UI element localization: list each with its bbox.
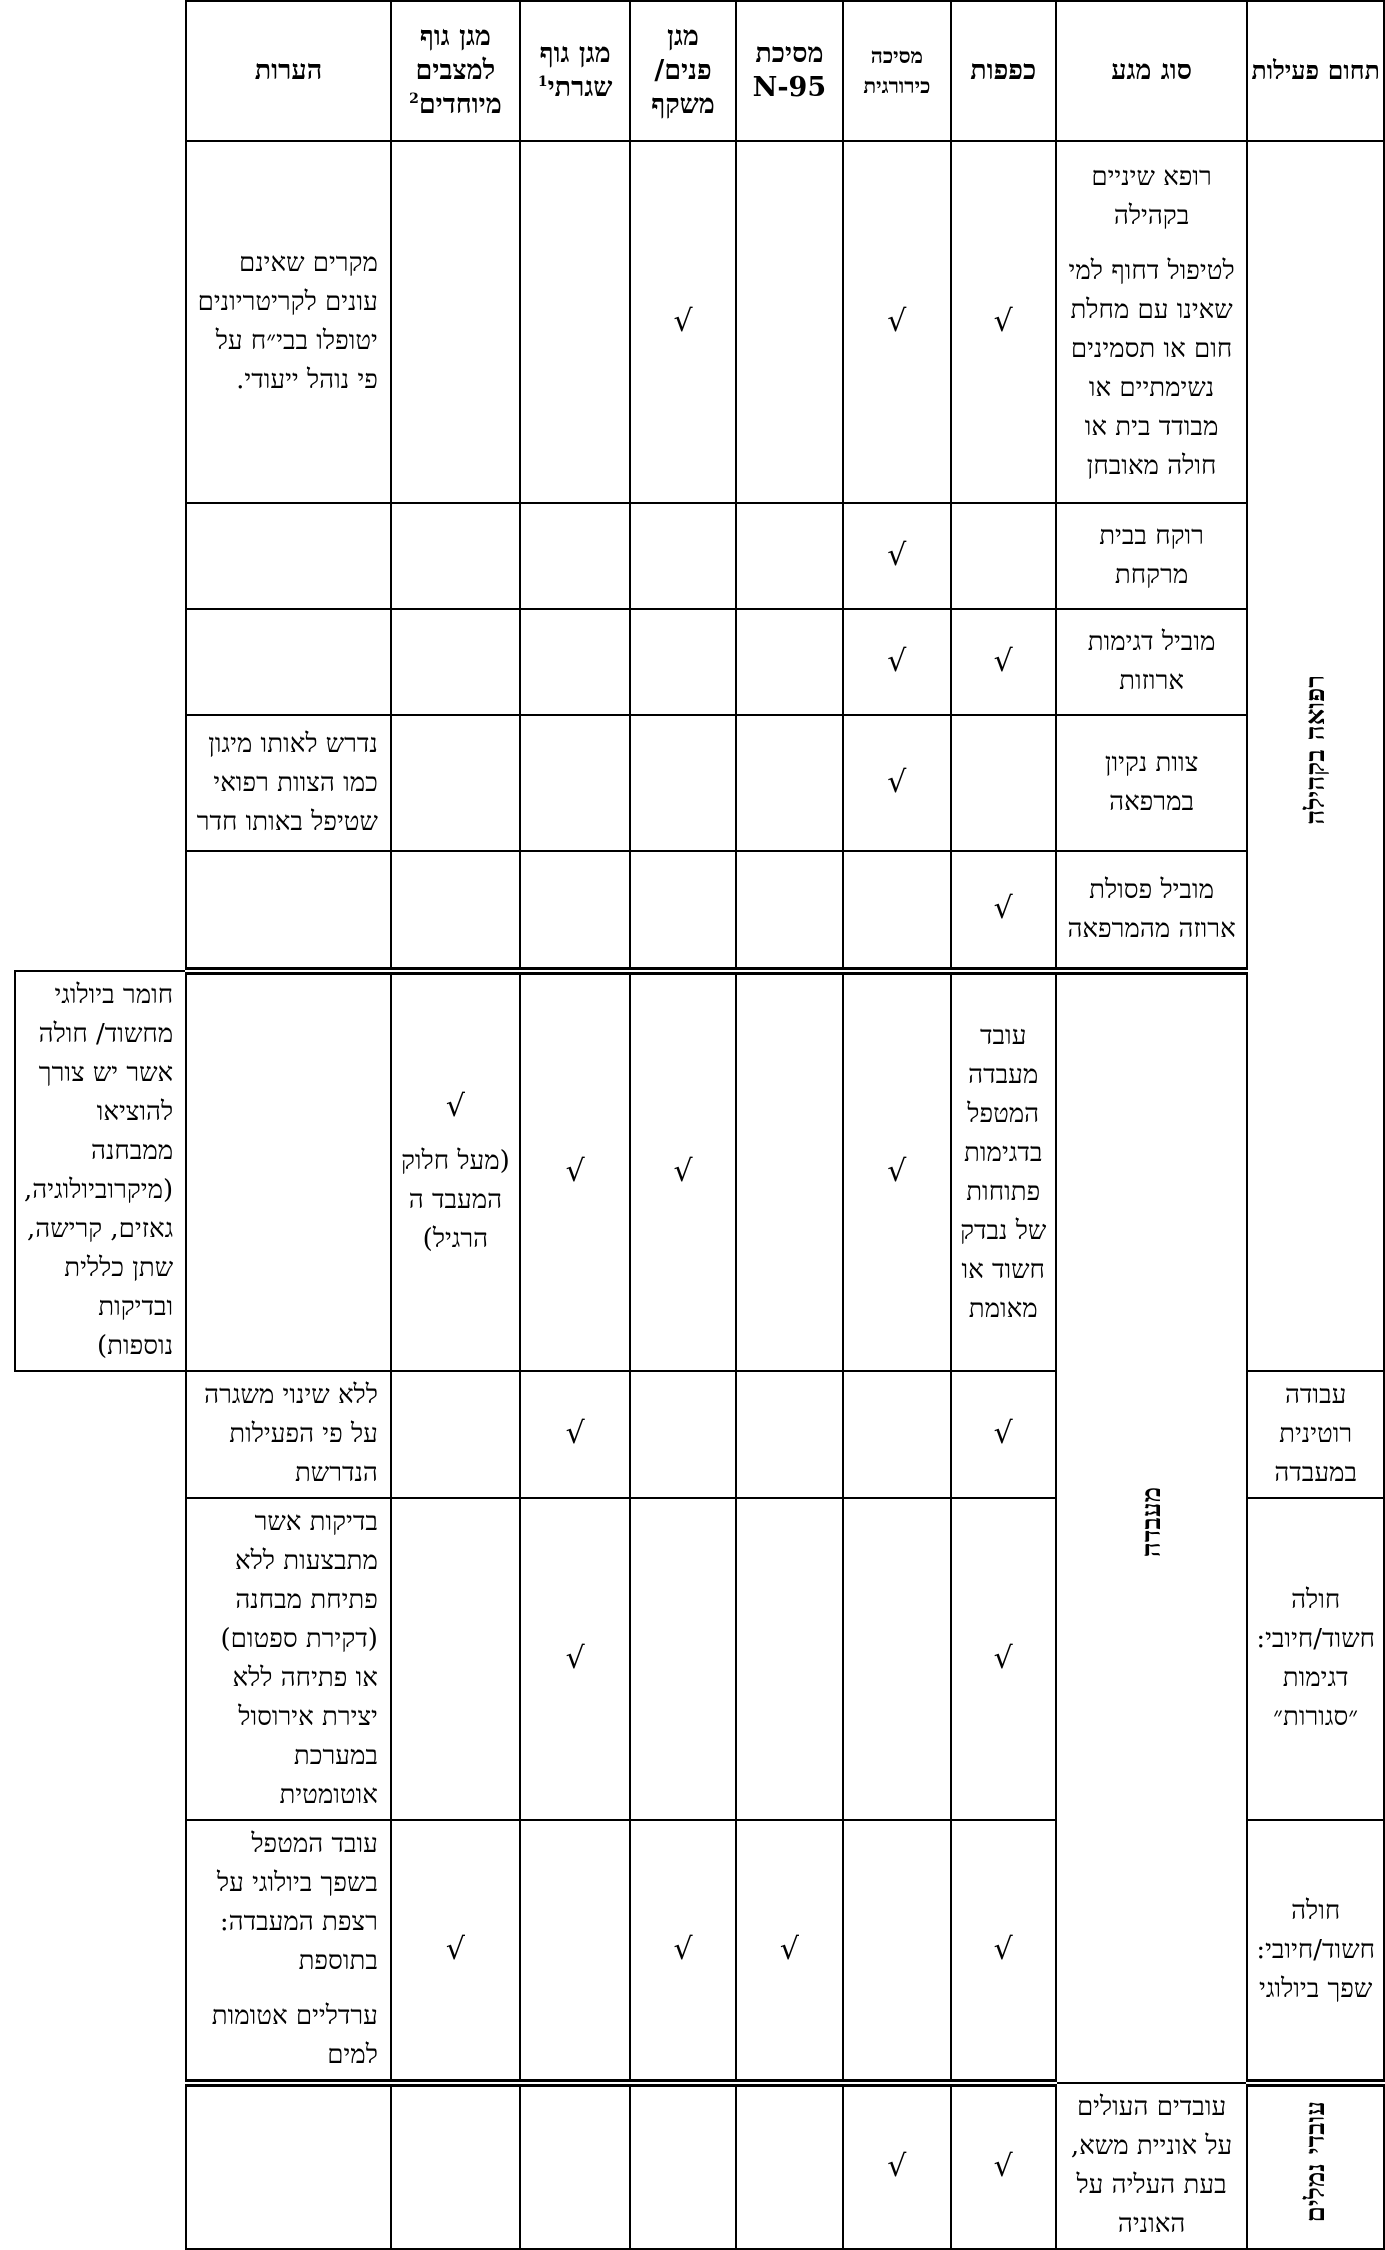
header-n95: מסיכת N-95 (736, 1, 843, 141)
special-gown-cell (391, 2083, 520, 2249)
section-port (1247, 2083, 1384, 2249)
gown-note: (מעל חלוק המעבד ה הרגיל) (400, 1145, 510, 1254)
header-face-shield: מגן פנים/ משקף (630, 1, 735, 141)
notes-cell: בדיקות אשר מתבצעות ללא פתיחת מבחנה (דקירת ספטום) או פתיחה ללא יצירת אירוסול במערכת אוטומטית (186, 1498, 391, 1820)
contact-type-cell: צוות נקיון במרפאה (1056, 715, 1247, 851)
face-shield-cell (630, 1820, 735, 2083)
face-shield-cell (520, 971, 630, 1371)
special-gown-cell (186, 971, 391, 1371)
check-mark: √ (673, 1154, 693, 1189)
gloves-cell (951, 609, 1056, 715)
notes-cell: ללא שינוי משגרה על פי הפעילות הנדרשת (186, 1371, 391, 1498)
table-row (15, 971, 1384, 1371)
surgical-mask-cell (843, 609, 950, 715)
n95-cell (736, 851, 843, 971)
header-domain: תחום פעילות (1247, 1, 1384, 141)
notes-cell (186, 1820, 391, 2083)
surgical-mask-cell (843, 2083, 950, 2249)
contact-type-cell: חולה חשוד/חיובי: שפך ביולוגי (1247, 1820, 1384, 2083)
gown-cell (520, 1498, 630, 1820)
n95-cell (736, 1820, 843, 2083)
gown-cell (520, 1820, 630, 2083)
gloves-cell (951, 141, 1056, 503)
section-label: רפואה בקהילה (1300, 675, 1331, 825)
n95-cell (736, 1498, 843, 1820)
gown-cell (520, 1371, 630, 1498)
special-gown-cell (391, 1498, 520, 1820)
notes-cell: חומר ביולוגי מחשוד/ חולה אשר יש צורך להוציאו ממבחנה (מיקרוביולוגיה, גאזים, קרישה, שתן כללית ובדיקות נוספות) (15, 971, 186, 1371)
table-row (15, 609, 1384, 715)
gown-cell (520, 609, 630, 715)
table-row (15, 851, 1384, 971)
check-mark: √ (993, 1640, 1013, 1676)
surgical-mask-cell (843, 141, 950, 503)
n95-cell (736, 609, 843, 715)
special-gown-cell (391, 141, 520, 503)
gown-cell (520, 851, 630, 971)
n95-cell (736, 715, 843, 851)
ppe-table (14, 0, 1385, 2250)
check-mark: √ (445, 1931, 465, 1967)
face-shield-cell (630, 851, 735, 971)
special-gown-cell (391, 1820, 520, 2083)
special-gown-cell (391, 609, 520, 715)
notes-cell (186, 851, 391, 971)
notes-line: עובד המטפל בשפך ביולוגי על רצפת המעבדה: בתוספת (216, 1829, 378, 1976)
contact-type-cell: עובדים העולים על אוניית משא, בעת העליה על האוניה (1056, 2083, 1247, 2249)
check-mark: √ (445, 1088, 465, 1124)
special-gown-cell (391, 1371, 520, 1498)
surgical-mask-cell (843, 503, 950, 609)
contact-type-cell: מוביל פסולת ארוזה מהמרפאה (1056, 851, 1247, 971)
header-contact-type: סוג מגע (1056, 1, 1247, 141)
n95-cell (736, 141, 843, 503)
special-gown-cell (391, 503, 520, 609)
check-mark: √ (887, 1154, 907, 1189)
gloves-cell (951, 503, 1056, 609)
check-mark: √ (993, 1931, 1013, 1967)
gloves-cell (951, 1498, 1056, 1820)
gown-cell (391, 971, 520, 1371)
gloves-cell (951, 1820, 1056, 2083)
check-mark: √ (993, 2149, 1013, 2184)
contact-type-cell: רוקח בבית מרקחת (1056, 503, 1247, 609)
notes-cell: מקרים שאינם עונים לקריטריונים יטופלו בבי״ח על פי נוהל ייעודי. (186, 141, 391, 503)
gloves-cell (951, 2083, 1056, 2249)
n95-cell (736, 503, 843, 609)
n95-cell (736, 2083, 843, 2249)
face-shield-cell (630, 715, 735, 851)
check-mark: √ (673, 303, 693, 339)
face-shield-cell (630, 2083, 735, 2249)
check-mark: √ (565, 1154, 585, 1189)
surgical-mask-cell (736, 971, 843, 1371)
check-mark: √ (887, 764, 907, 800)
gloves-cell (951, 1371, 1056, 1498)
header-surgical-mask: מסיכה כירורגית (843, 1, 950, 141)
gloves-cell (951, 851, 1056, 971)
face-shield-cell (630, 141, 735, 503)
check-mark: √ (993, 643, 1013, 679)
header-special-gown-label: מגן גוף למצבים מיוחדים (415, 21, 502, 120)
section-label: מעבדה (1136, 1487, 1167, 1558)
section-community (1247, 141, 1384, 1371)
gown-cell (520, 141, 630, 503)
section-lab (1056, 971, 1247, 2083)
check-mark: √ (993, 303, 1013, 339)
contact-type-cell: עבודה רוטינית במעבדה (1247, 1371, 1384, 1498)
header-row (15, 1, 1384, 141)
surgical-mask-cell (843, 715, 950, 851)
notes-line: ערדליים אטומות למים (211, 2001, 378, 2070)
special-gown-cell (391, 851, 520, 971)
face-shield-cell (630, 1371, 735, 1498)
check-mark: √ (565, 1416, 585, 1451)
n95-cell (630, 971, 735, 1371)
contact-type-cell (1056, 141, 1247, 503)
header-gown (520, 1, 630, 141)
gown-cell (520, 2083, 630, 2249)
gloves-cell (951, 715, 1056, 851)
section-label: עובדי נמלים (1300, 2100, 1331, 2223)
notes-cell (186, 2083, 391, 2249)
gloves-cell (843, 971, 950, 1371)
check-mark: √ (993, 1416, 1013, 1451)
contact-type-detail: לטיפול דחוף למי שאינו עם מחלת חום או תסמינים נשימתיים או מבודד בית או חולה מאובחן (1068, 256, 1235, 481)
notes-cell: נדרש לאותו מיגון כמו הצוות רפואי שטיפל באותו חדר (186, 715, 391, 851)
header-special-gown-footnote: 2 (409, 91, 419, 107)
contact-type-cell: עובד מעבדה המטפל בדגימות פתוחות של נבדק חשוד או מאומת (951, 971, 1056, 1371)
check-mark: √ (887, 643, 907, 679)
face-shield-cell (630, 609, 735, 715)
header-gown-label: מגן גוף שגרתי (539, 38, 613, 103)
surgical-mask-cell (843, 1820, 950, 2083)
header-gloves: כפפות (951, 1, 1056, 141)
gown-cell (520, 715, 630, 851)
table-row (15, 715, 1384, 851)
face-shield-cell (630, 1498, 735, 1820)
surgical-mask-cell (843, 851, 950, 971)
table-row (15, 2083, 1384, 2249)
check-mark: √ (993, 891, 1013, 926)
surgical-mask-cell (843, 1371, 950, 1498)
check-mark: √ (887, 537, 907, 573)
table-row (15, 141, 1384, 503)
n95-cell (736, 1371, 843, 1498)
gown-cell (520, 503, 630, 609)
header-notes: הערות (186, 1, 391, 141)
check-mark: √ (887, 303, 907, 339)
contact-type-title: רופא שיניים בקהילה (1091, 162, 1212, 231)
surgical-mask-cell (843, 1498, 950, 1820)
contact-type-cell: חולה חשוד/חיובי: דגימות ״סגורות״ (1247, 1498, 1384, 1820)
check-mark: √ (887, 2149, 907, 2184)
check-mark: √ (779, 1931, 799, 1967)
header-special-gown (391, 1, 520, 141)
header-gown-footnote: 1 (537, 74, 548, 90)
check-mark: √ (565, 1640, 585, 1676)
notes-cell (186, 503, 391, 609)
notes-cell (186, 609, 391, 715)
face-shield-cell (630, 503, 735, 609)
contact-type-cell: מוביל דגימות ארוזות (1056, 609, 1247, 715)
check-mark: √ (673, 1931, 693, 1967)
special-gown-cell (391, 715, 520, 851)
table-row (15, 503, 1384, 609)
